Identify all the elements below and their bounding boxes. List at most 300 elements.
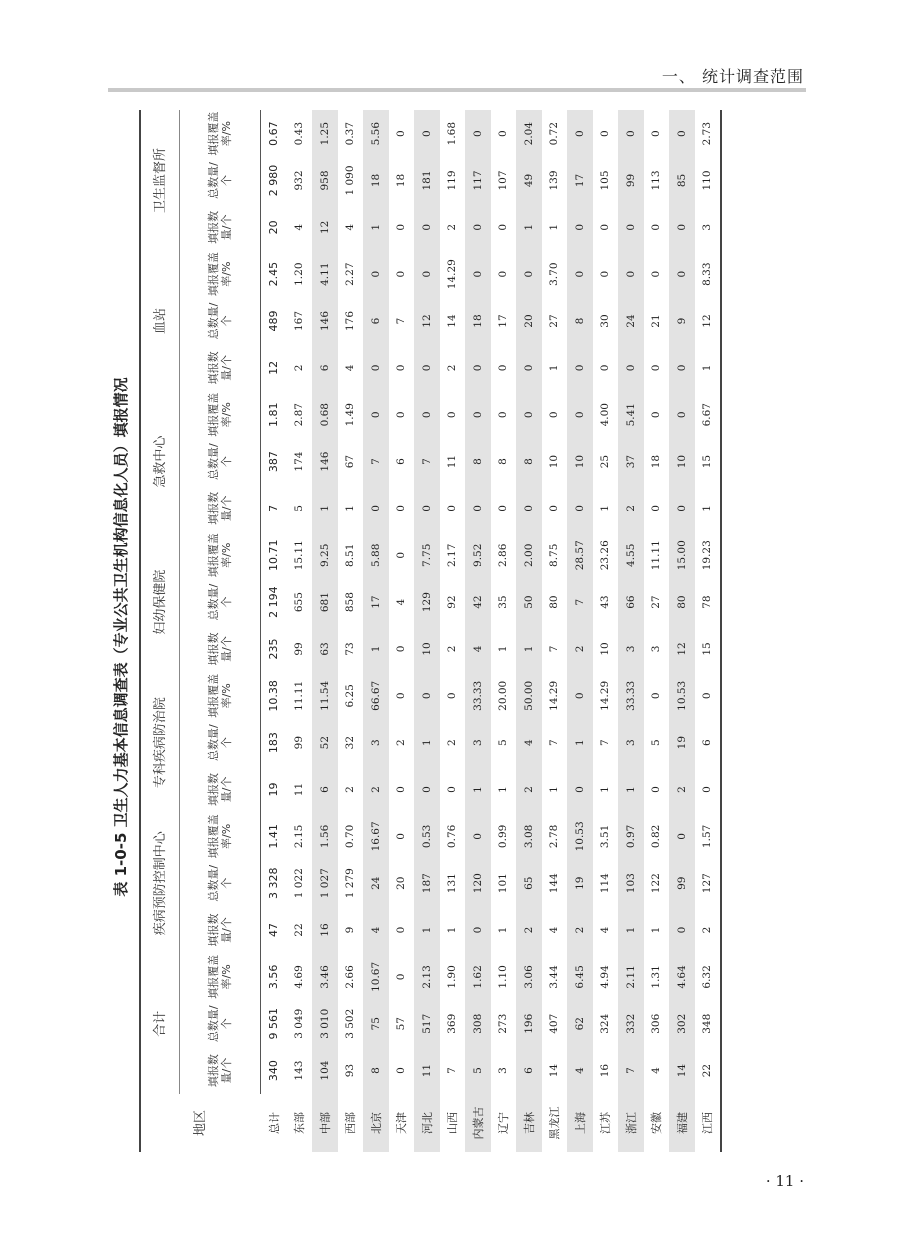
value-cell: 4.55 xyxy=(618,532,644,579)
value-cell: 0 xyxy=(389,766,415,813)
value-cell: 131 xyxy=(440,860,466,907)
value-cell: 12 xyxy=(669,626,695,673)
value-cell: 1 xyxy=(338,485,364,532)
sub-header-cell: 填报覆盖率/% xyxy=(180,813,261,860)
value-cell: 3.44 xyxy=(542,953,568,1000)
value-cell: 10 xyxy=(593,626,619,673)
value-cell: 3 xyxy=(618,626,644,673)
value-cell: 73 xyxy=(338,626,364,673)
value-cell: 9.52 xyxy=(465,532,491,579)
statistics-table xyxy=(139,110,722,1152)
value-cell: 10.71 xyxy=(261,532,287,579)
value-cell: 9 xyxy=(669,298,695,345)
value-cell: 10.53 xyxy=(567,813,593,860)
page-number: · 11 · xyxy=(765,1172,804,1190)
value-cell: 9 561 xyxy=(261,1000,287,1047)
value-cell: 99 xyxy=(669,860,695,907)
region-cell: 总计 xyxy=(261,1094,287,1152)
table-row xyxy=(414,110,440,1152)
value-cell: 0 xyxy=(465,204,491,251)
region-cell: 内蒙古 xyxy=(465,1094,491,1152)
value-cell: 3 502 xyxy=(338,1000,364,1047)
table-body xyxy=(261,110,722,1152)
value-cell: 4.94 xyxy=(593,953,619,1000)
value-cell: 174 xyxy=(287,438,313,485)
value-cell: 0.76 xyxy=(440,813,466,860)
value-cell: 0 xyxy=(414,204,440,251)
value-cell: 120 xyxy=(465,860,491,907)
value-cell: 12 xyxy=(695,298,722,345)
value-cell: 103 xyxy=(618,860,644,907)
value-cell: 3 328 xyxy=(261,860,287,907)
value-cell: 5.41 xyxy=(618,391,644,438)
sub-header-cell: 填报数量/个 xyxy=(180,204,261,251)
value-cell: 10.38 xyxy=(261,672,287,719)
value-cell: 0 xyxy=(465,391,491,438)
value-cell: 23.26 xyxy=(593,532,619,579)
value-cell: 2 xyxy=(287,344,313,391)
value-cell: 0 xyxy=(593,110,619,157)
value-cell: 0 xyxy=(389,344,415,391)
value-cell: 1 xyxy=(363,204,389,251)
table-row xyxy=(363,110,389,1152)
value-cell: 80 xyxy=(542,579,568,626)
table-row xyxy=(593,110,619,1152)
sub-header-cell: 填报数量/个 xyxy=(180,485,261,532)
sub-header-cell: 总数量/个 xyxy=(180,719,261,766)
value-cell: 0 xyxy=(644,204,670,251)
value-cell: 0 xyxy=(414,251,440,298)
value-cell: 332 xyxy=(618,1000,644,1047)
sub-header-cell: 总数量/个 xyxy=(180,298,261,345)
value-cell: 22 xyxy=(287,907,313,954)
value-cell: 0 xyxy=(414,110,440,157)
value-cell: 0 xyxy=(491,485,517,532)
value-cell: 407 xyxy=(542,1000,568,1047)
value-cell: 0 xyxy=(389,532,415,579)
value-cell: 2 xyxy=(440,204,466,251)
value-cell: 0 xyxy=(618,344,644,391)
table-row xyxy=(287,110,313,1152)
value-cell: 0 xyxy=(669,344,695,391)
value-cell: 0 xyxy=(465,251,491,298)
value-cell: 4 xyxy=(389,579,415,626)
value-cell: 6.32 xyxy=(695,953,722,1000)
value-cell: 6 xyxy=(312,766,338,813)
sub-header-cell: 填报数量/个 xyxy=(180,344,261,391)
value-cell: 18 xyxy=(389,157,415,204)
value-cell: 1 xyxy=(312,485,338,532)
value-cell: 0 xyxy=(567,485,593,532)
value-cell: 119 xyxy=(440,157,466,204)
value-cell: 4 xyxy=(338,344,364,391)
value-cell: 2 xyxy=(440,719,466,766)
value-cell: 78 xyxy=(695,579,722,626)
value-cell: 0 xyxy=(669,204,695,251)
value-cell: 2 xyxy=(669,766,695,813)
value-cell: 2.17 xyxy=(440,532,466,579)
value-cell: 63 xyxy=(312,626,338,673)
group-header-specialty-hospital: 专科疾病防治院 xyxy=(140,672,180,813)
value-cell: 8 xyxy=(491,438,517,485)
value-cell: 1 xyxy=(491,626,517,673)
value-cell: 369 xyxy=(440,1000,466,1047)
value-cell: 37 xyxy=(618,438,644,485)
value-cell: 18 xyxy=(644,438,670,485)
value-cell: 0.67 xyxy=(261,110,287,157)
value-cell: 2.27 xyxy=(338,251,364,298)
table-row xyxy=(618,110,644,1152)
value-cell: 7.75 xyxy=(414,532,440,579)
value-cell: 93 xyxy=(338,1047,364,1094)
value-cell: 958 xyxy=(312,157,338,204)
value-cell: 1.57 xyxy=(695,813,722,860)
value-cell: 1.56 xyxy=(312,813,338,860)
value-cell: 0 xyxy=(440,766,466,813)
value-cell: 0.68 xyxy=(312,391,338,438)
value-cell: 10 xyxy=(542,438,568,485)
value-cell: 66 xyxy=(618,579,644,626)
value-cell: 15.11 xyxy=(287,532,313,579)
value-cell: 4.11 xyxy=(312,251,338,298)
value-cell: 681 xyxy=(312,579,338,626)
value-cell: 1 xyxy=(695,344,722,391)
value-cell: 0 xyxy=(593,251,619,298)
region-cell: 北京 xyxy=(363,1094,389,1152)
value-cell: 14 xyxy=(440,298,466,345)
group-header-blood-station: 血站 xyxy=(140,251,180,392)
value-cell: 4 xyxy=(287,204,313,251)
value-cell: 8.33 xyxy=(695,251,722,298)
value-cell: 7 xyxy=(593,719,619,766)
value-cell: 187 xyxy=(414,860,440,907)
value-cell: 0 xyxy=(644,251,670,298)
value-cell: 0 xyxy=(644,110,670,157)
value-cell: 25 xyxy=(593,438,619,485)
value-cell: 0 xyxy=(491,110,517,157)
value-cell: 6 xyxy=(389,438,415,485)
value-cell: 0.97 xyxy=(618,813,644,860)
value-cell: 3 xyxy=(618,719,644,766)
region-cell: 河北 xyxy=(414,1094,440,1152)
value-cell: 0 xyxy=(465,344,491,391)
value-cell: 0.53 xyxy=(414,813,440,860)
sub-header-cell: 总数量/个 xyxy=(180,157,261,204)
value-cell: 11 xyxy=(287,766,313,813)
value-cell: 4 xyxy=(644,1047,670,1094)
value-cell: 1.31 xyxy=(644,953,670,1000)
value-cell: 117 xyxy=(465,157,491,204)
value-cell: 11.11 xyxy=(644,532,670,579)
value-cell: 3.70 xyxy=(542,251,568,298)
value-cell: 49 xyxy=(516,157,542,204)
value-cell: 0 xyxy=(389,1047,415,1094)
group-header-row xyxy=(140,110,180,1152)
value-cell: 6.45 xyxy=(567,953,593,1000)
value-cell: 52 xyxy=(312,719,338,766)
value-cell: 7 xyxy=(414,438,440,485)
value-cell: 1 xyxy=(593,485,619,532)
value-cell: 110 xyxy=(695,157,722,204)
sub-header-cell: 总数量/个 xyxy=(180,1000,261,1047)
value-cell: 2 xyxy=(363,766,389,813)
value-cell: 0 xyxy=(389,485,415,532)
table-row xyxy=(312,110,338,1152)
value-cell: 9 xyxy=(338,907,364,954)
sub-header-cell: 填报覆盖率/% xyxy=(180,532,261,579)
value-cell: 67 xyxy=(338,438,364,485)
value-cell: 15 xyxy=(695,438,722,485)
value-cell: 3 010 xyxy=(312,1000,338,1047)
value-cell: 0 xyxy=(440,672,466,719)
value-cell: 0 xyxy=(465,110,491,157)
running-header: 一、 统计调查范围 xyxy=(661,67,804,86)
value-cell: 4.00 xyxy=(593,391,619,438)
value-cell: 2.87 xyxy=(287,391,313,438)
value-cell: 50 xyxy=(516,579,542,626)
value-cell: 1 xyxy=(542,766,568,813)
value-cell: 0 xyxy=(567,204,593,251)
value-cell: 0 xyxy=(491,391,517,438)
value-cell: 0 xyxy=(491,204,517,251)
value-cell: 3 xyxy=(644,626,670,673)
value-cell: 0 xyxy=(363,344,389,391)
sub-header-cell: 填报数量/个 xyxy=(180,907,261,954)
value-cell: 302 xyxy=(669,1000,695,1047)
value-cell: 0 xyxy=(567,251,593,298)
value-cell: 858 xyxy=(338,579,364,626)
table-title: 表 1-0-5 卫生人力基本信息调查表（专业公共卫生机构信息化人员）填报情况 xyxy=(112,377,130,897)
value-cell: 3 xyxy=(465,719,491,766)
value-cell: 0.43 xyxy=(287,110,313,157)
value-cell: 144 xyxy=(542,860,568,907)
value-cell: 42 xyxy=(465,579,491,626)
sub-header-cell: 总数量/个 xyxy=(180,438,261,485)
value-cell: 0 xyxy=(440,485,466,532)
value-cell: 7 xyxy=(363,438,389,485)
value-cell: 1 022 xyxy=(287,860,313,907)
value-cell: 1.62 xyxy=(465,953,491,1000)
value-cell: 1 xyxy=(414,907,440,954)
value-cell: 4 xyxy=(567,1047,593,1094)
value-cell: 24 xyxy=(363,860,389,907)
table-row xyxy=(695,110,722,1152)
value-cell: 129 xyxy=(414,579,440,626)
value-cell: 4 xyxy=(516,719,542,766)
table-row xyxy=(465,110,491,1152)
table-row xyxy=(389,110,415,1152)
value-cell: 0 xyxy=(567,110,593,157)
region-cell: 天津 xyxy=(389,1094,415,1152)
value-cell: 22 xyxy=(695,1047,722,1094)
value-cell: 4 xyxy=(363,907,389,954)
value-cell: 3.08 xyxy=(516,813,542,860)
value-cell: 1.10 xyxy=(491,953,517,1000)
value-cell: 28.57 xyxy=(567,532,593,579)
value-cell: 0 xyxy=(516,344,542,391)
value-cell: 1 xyxy=(491,766,517,813)
value-cell: 16.67 xyxy=(363,813,389,860)
value-cell: 20.00 xyxy=(491,672,517,719)
value-cell: 489 xyxy=(261,298,287,345)
value-cell: 3.06 xyxy=(516,953,542,1000)
value-cell: 2.45 xyxy=(261,251,287,298)
value-cell: 4 xyxy=(593,907,619,954)
value-cell: 2 xyxy=(440,626,466,673)
value-cell: 0 xyxy=(465,485,491,532)
value-cell: 1 xyxy=(465,766,491,813)
value-cell: 20 xyxy=(516,298,542,345)
value-cell: 10 xyxy=(567,438,593,485)
value-cell: 2 xyxy=(567,907,593,954)
region-cell: 东部 xyxy=(287,1094,313,1152)
value-cell: 20 xyxy=(389,860,415,907)
value-cell: 2 xyxy=(567,626,593,673)
value-cell: 19.23 xyxy=(695,532,722,579)
value-cell: 2.86 xyxy=(491,532,517,579)
value-cell: 517 xyxy=(414,1000,440,1047)
sub-header-cell: 总数量/个 xyxy=(180,860,261,907)
value-cell: 8 xyxy=(567,298,593,345)
value-cell: 18 xyxy=(363,157,389,204)
value-cell: 12 xyxy=(414,298,440,345)
value-cell: 0 xyxy=(516,251,542,298)
value-cell: 0 xyxy=(669,251,695,298)
value-cell: 2 xyxy=(516,907,542,954)
value-cell: 2.00 xyxy=(516,532,542,579)
region-cell: 吉林 xyxy=(516,1094,542,1152)
value-cell: 15 xyxy=(695,626,722,673)
table-row xyxy=(261,110,287,1152)
value-cell: 50.00 xyxy=(516,672,542,719)
value-cell: 0 xyxy=(695,766,722,813)
value-cell: 1 xyxy=(542,344,568,391)
value-cell: 146 xyxy=(312,438,338,485)
value-cell: 57 xyxy=(389,1000,415,1047)
sub-header-cell: 填报覆盖率/% xyxy=(180,672,261,719)
value-cell: 0 xyxy=(414,485,440,532)
value-cell: 4.64 xyxy=(669,953,695,1000)
value-cell: 2 xyxy=(695,907,722,954)
value-cell: 183 xyxy=(261,719,287,766)
value-cell: 2 194 xyxy=(261,579,287,626)
value-cell: 19 xyxy=(567,860,593,907)
value-cell: 0 xyxy=(618,251,644,298)
value-cell: 3.51 xyxy=(593,813,619,860)
value-cell: 11 xyxy=(440,438,466,485)
value-cell: 4.69 xyxy=(287,953,313,1000)
value-cell: 0 xyxy=(389,391,415,438)
value-cell: 6 xyxy=(363,298,389,345)
value-cell: 14 xyxy=(669,1047,695,1094)
group-header-maternal-child: 妇幼保健院 xyxy=(140,532,180,673)
value-cell: 1 xyxy=(542,204,568,251)
value-cell: 6 xyxy=(312,344,338,391)
value-cell: 30 xyxy=(593,298,619,345)
region-header: 地区 xyxy=(193,1110,209,1137)
value-cell: 107 xyxy=(491,157,517,204)
value-cell: 0 xyxy=(567,766,593,813)
value-cell: 99 xyxy=(287,626,313,673)
value-cell: 1 xyxy=(593,766,619,813)
value-cell: 0.82 xyxy=(644,813,670,860)
value-cell: 33.33 xyxy=(618,672,644,719)
value-cell: 0 xyxy=(542,485,568,532)
value-cell: 2 xyxy=(618,485,644,532)
value-cell: 27 xyxy=(542,298,568,345)
value-cell: 0 xyxy=(363,251,389,298)
value-cell: 0 xyxy=(669,391,695,438)
region-cell: 安徽 xyxy=(644,1094,670,1152)
value-cell: 324 xyxy=(593,1000,619,1047)
value-cell: 0 xyxy=(389,672,415,719)
region-cell: 黑龙江 xyxy=(542,1094,568,1152)
value-cell: 1 xyxy=(567,719,593,766)
value-cell: 1.49 xyxy=(338,391,364,438)
region-cell: 江西 xyxy=(695,1094,722,1152)
value-cell: 5 xyxy=(287,485,313,532)
value-cell: 1 xyxy=(695,485,722,532)
group-header-emergency-center: 急救中心 xyxy=(140,391,180,532)
value-cell: 10.67 xyxy=(363,953,389,1000)
value-cell: 0 xyxy=(644,672,670,719)
value-cell: 1.81 xyxy=(261,391,287,438)
value-cell: 0 xyxy=(465,813,491,860)
value-cell: 15.00 xyxy=(669,532,695,579)
value-cell: 75 xyxy=(363,1000,389,1047)
value-cell: 139 xyxy=(542,157,568,204)
value-cell: 0 xyxy=(389,953,415,1000)
value-cell: 0 xyxy=(567,344,593,391)
value-cell: 12 xyxy=(312,204,338,251)
value-cell: 1 090 xyxy=(338,157,364,204)
value-cell: 85 xyxy=(669,157,695,204)
value-cell: 0 xyxy=(414,766,440,813)
value-cell: 8.75 xyxy=(542,532,568,579)
value-cell: 35 xyxy=(491,579,517,626)
value-cell: 2.66 xyxy=(338,953,364,1000)
value-cell: 11.11 xyxy=(287,672,313,719)
value-cell: 0 xyxy=(389,907,415,954)
value-cell: 1.90 xyxy=(440,953,466,1000)
table-row xyxy=(542,110,568,1152)
value-cell: 181 xyxy=(414,157,440,204)
value-cell: 0 xyxy=(669,485,695,532)
sub-header-cell: 填报覆盖率/% xyxy=(180,110,261,157)
value-cell: 0 xyxy=(414,391,440,438)
value-cell: 10 xyxy=(414,626,440,673)
value-cell: 3.56 xyxy=(261,953,287,1000)
value-cell: 7 xyxy=(542,626,568,673)
value-cell: 196 xyxy=(516,1000,542,1047)
value-cell: 932 xyxy=(287,157,313,204)
value-cell: 5.88 xyxy=(363,532,389,579)
value-cell: 7 xyxy=(389,298,415,345)
value-cell: 1 xyxy=(516,626,542,673)
table-row xyxy=(491,110,517,1152)
value-cell: 306 xyxy=(644,1000,670,1047)
value-cell: 20 xyxy=(261,204,287,251)
value-cell: 0 xyxy=(363,485,389,532)
value-cell: 7 xyxy=(261,485,287,532)
value-cell: 0 xyxy=(465,907,491,954)
sub-header-cell: 填报数量/个 xyxy=(180,1047,261,1094)
value-cell: 167 xyxy=(287,298,313,345)
table-row xyxy=(440,110,466,1152)
value-cell: 1.20 xyxy=(287,251,313,298)
value-cell: 101 xyxy=(491,860,517,907)
value-cell: 235 xyxy=(261,626,287,673)
